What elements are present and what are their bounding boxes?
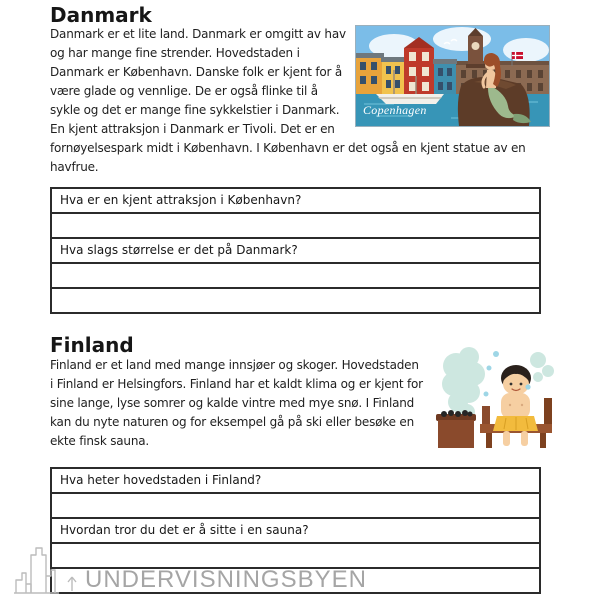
finland-section-title: Finland (50, 333, 134, 357)
question-row: Hva slags størrelse er det på Danmark? (52, 237, 539, 262)
sauna-illustration (432, 344, 560, 448)
watermark-text: UNDERVISNINGSBYEN (85, 566, 367, 593)
question-row: Hva heter hovedstaden i Finland? (60, 473, 262, 487)
danmark-paragraph-block (50, 25, 550, 177)
finland-paragraph-text: Finland er et land med mange innsjøer og skoger. Hovedstaden i Finland er Helsingfors. Finland har et kaldt klima og er kjent for sine lange, lyse somrer og kalde vintre med mye snø. I Finland kan du nyte naturen og for eksempel gå på ski eller besøke en ekte finsk sauna. (50, 358, 423, 448)
finland-question-table (50, 467, 541, 594)
man-in-sauna-icon (432, 344, 560, 448)
answer-row (52, 567, 539, 592)
question-row: Hva er en kjent attraksjon i København? (60, 193, 302, 207)
danmark-section-title: Danmark (50, 3, 152, 27)
answer-row (52, 287, 539, 312)
answer-row (52, 492, 539, 517)
copenhagen-caption: Copenhagen (363, 103, 427, 117)
question-row: Hvordan tror du det er å sitte i en sauna? (52, 517, 539, 542)
danmark-paragraph-text: Danmark er et lite land. Danmark er omgitt av hav og har mange fine strender. Hovedstaden i Danmark er København. Danske folk er kjent for å være glade og vennlige. De er også flinke til å sykle og det er mange fine sykkelstier i Danmark. En kjent attraksjon i Danmark er Tivoli. Det er en fornøyelsespark midt i København. I København er det også en kjent statue av en havfrue. (50, 27, 526, 174)
copenhagen-illustration (355, 25, 550, 127)
answer-row (52, 212, 539, 237)
answer-row (52, 262, 539, 287)
danmark-question-table (50, 187, 541, 314)
answer-row (52, 542, 539, 567)
finland-paragraph-block (50, 356, 560, 454)
